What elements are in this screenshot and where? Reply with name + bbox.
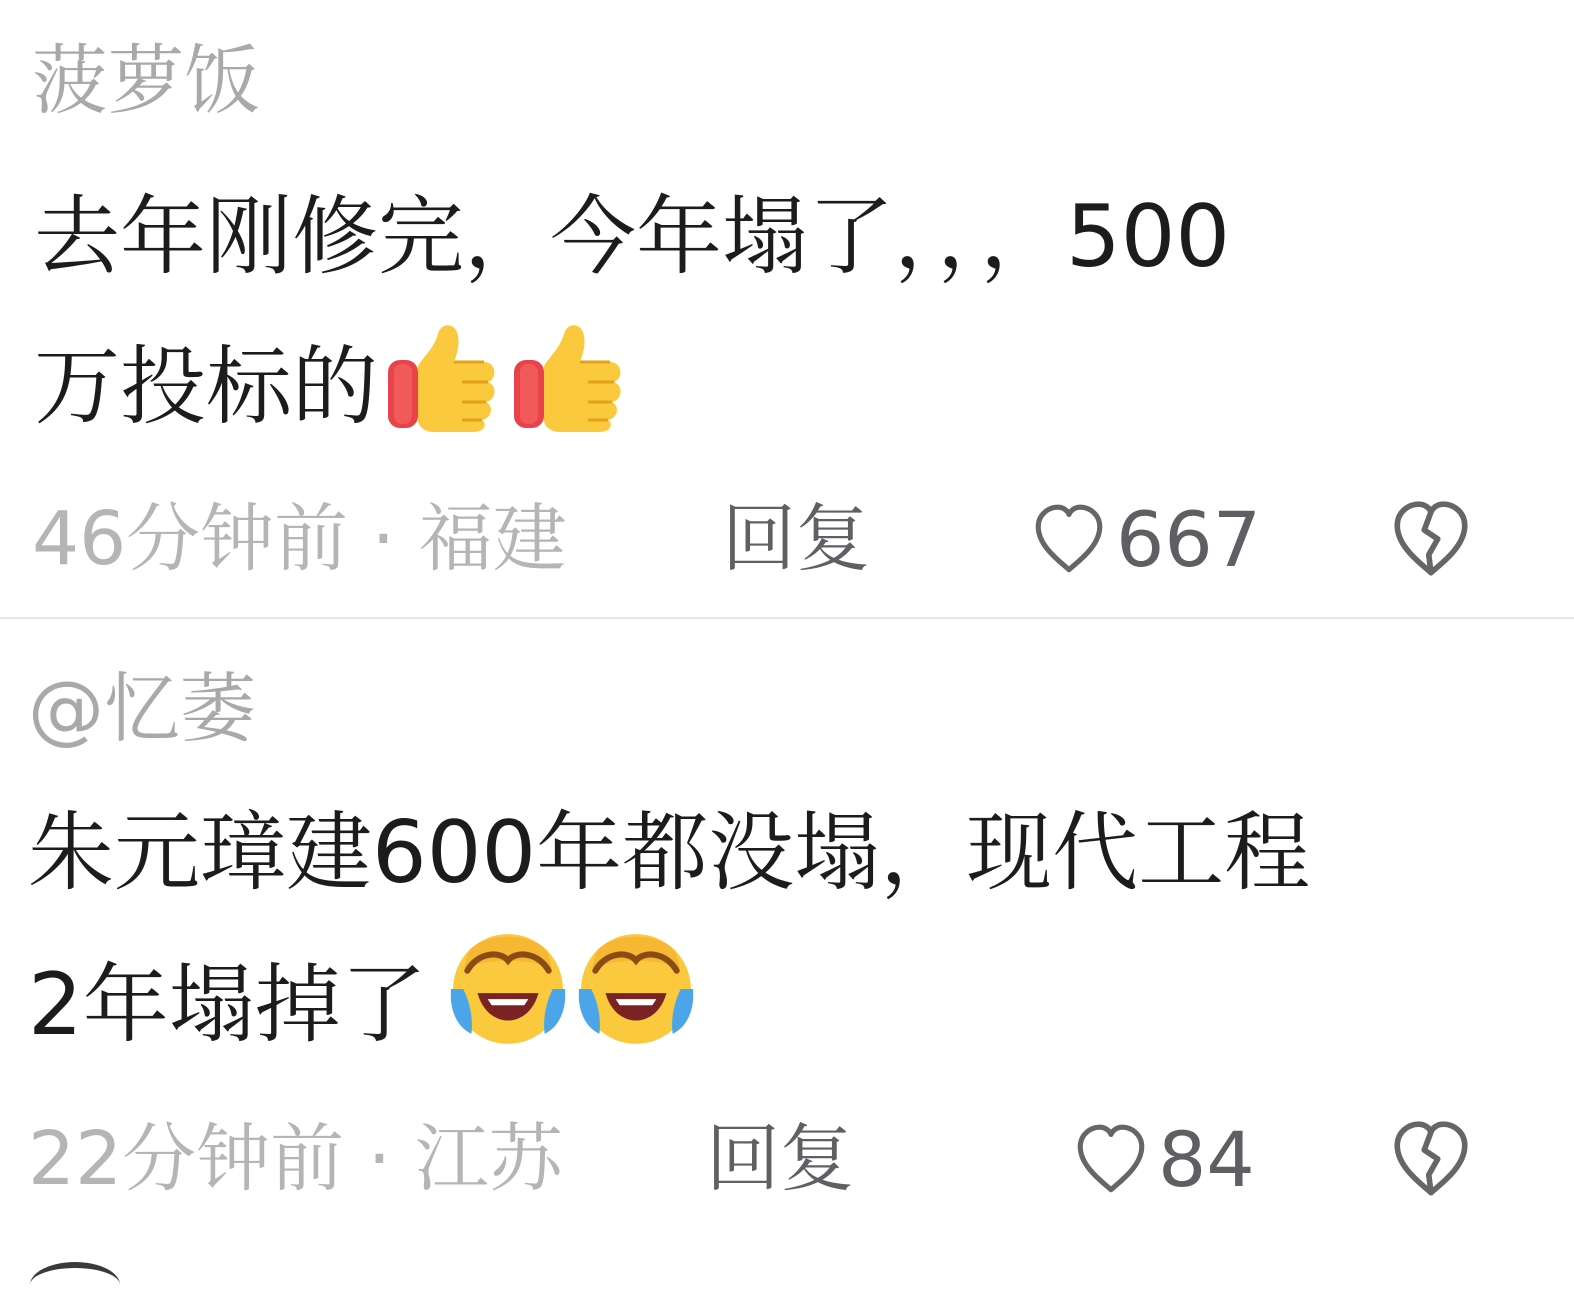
- reply-button[interactable]: 回复: [722, 496, 870, 582]
- like-count: 667: [1116, 494, 1262, 584]
- comment-meta: 46分钟前 · 福建: [32, 496, 567, 582]
- broken-heart-icon: [1386, 494, 1476, 584]
- comment-text-line: 朱元璋建600年都没塌，现代工程: [28, 803, 1311, 903]
- heart-outline-icon: [1028, 498, 1110, 580]
- reply-button[interactable]: 回复: [706, 1116, 854, 1202]
- comment-text: [28, 778, 1310, 1078]
- dislike-button[interactable]: [1386, 494, 1476, 584]
- comment-text-fragment: 万投标的: [34, 337, 378, 437]
- laughing-crying-emoji: [575, 928, 697, 1096]
- comment-item: [0, 618, 1574, 1280]
- comment-text-line: [28, 928, 1310, 1078]
- avatar[interactable]: [30, 1262, 120, 1308]
- heart-outline-icon: [1070, 1118, 1152, 1200]
- comment-text-fragment: 2年塌掉了: [28, 955, 427, 1055]
- comment-text: [34, 162, 1230, 462]
- comment-text-line: [34, 312, 1230, 462]
- like-button[interactable]: [1070, 1114, 1255, 1204]
- comment-item: [0, 0, 1574, 618]
- broken-heart-icon: [1386, 1114, 1476, 1204]
- comment-username[interactable]: 菠萝饭: [32, 36, 260, 125]
- like-button[interactable]: [1028, 494, 1261, 584]
- comment-meta: 22分钟前 · 江苏: [28, 1116, 563, 1202]
- dislike-button[interactable]: [1386, 1114, 1476, 1204]
- comment-username[interactable]: @忆萎: [28, 664, 256, 753]
- thumbs-up-emoji: [384, 312, 504, 478]
- thumbs-up-emoji: [510, 312, 630, 478]
- like-count: 84: [1158, 1114, 1255, 1204]
- comment-text-line: 去年刚修完，今年塌了，，，500: [34, 187, 1231, 287]
- laughing-crying-emoji: [447, 928, 569, 1096]
